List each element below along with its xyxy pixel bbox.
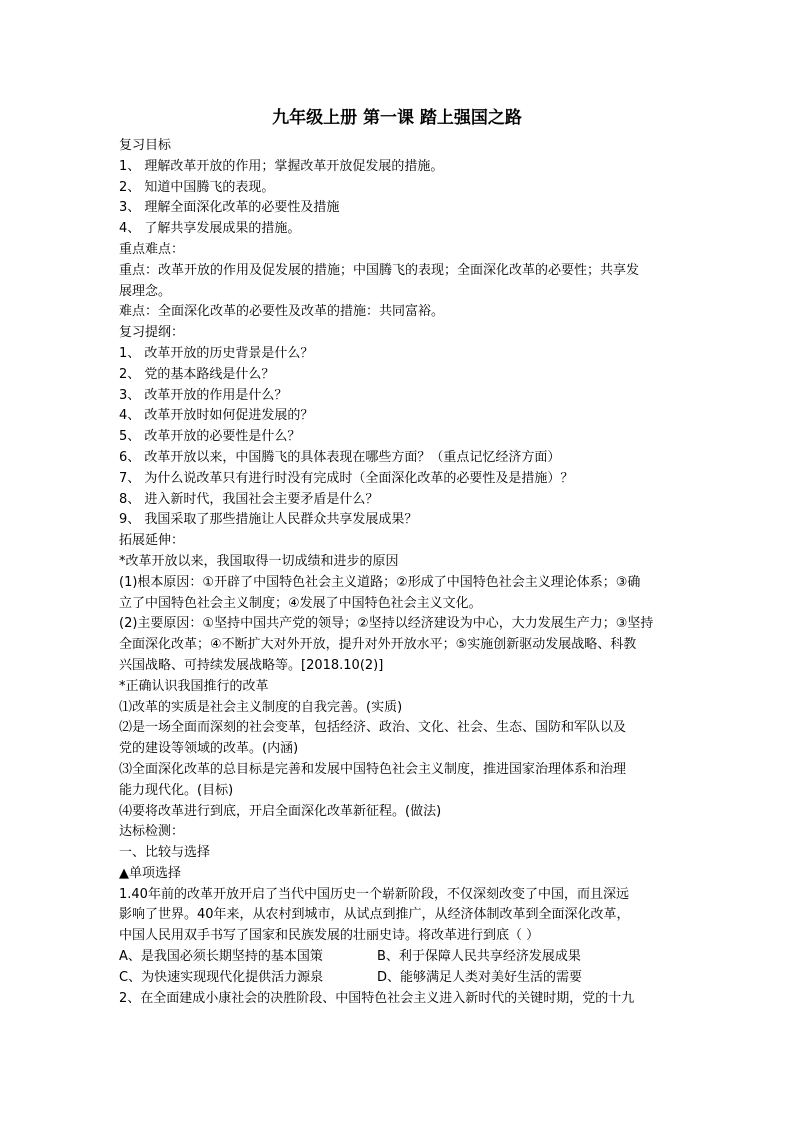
text-line: 达标检测： (119, 824, 185, 840)
answer-options-row (119, 947, 679, 968)
page-title: 九年级上册 第一课 踏上强国之路 (272, 108, 522, 128)
text-line: 中国人民用双手书写了国家和民族发展的壮丽史诗。将改革进行到底（ ） (119, 928, 540, 944)
text-line: 重点：改革开放的作用及促发展的措施；中国腾飞的表现；全面深化改革的必要性；共享发 (119, 262, 640, 278)
text-line: ⑷要将改革进行到底，开启全面深化改革新征程。(做法) (119, 803, 442, 819)
text-line: ▲单项选择 (119, 865, 181, 881)
option-b: B、利于保障人民共享经济发展成果 (377, 949, 581, 965)
text-line: 一、比较与选择 (119, 845, 211, 861)
text-line: *改革开放以来，我国取得一切成绩和进步的原因 (119, 553, 399, 569)
option-d: D、能够满足人类对美好生活的需要 (377, 969, 583, 985)
text-line: *正确认识我国推行的改革 (119, 678, 269, 694)
text-line: 3、 理解全面深化改革的必要性及措施 (119, 200, 340, 216)
text-line: 6、 改革开放以来，中国腾飞的具体表现在哪些方面？（重点记忆经济方面） (119, 449, 561, 465)
text-line: 4、 改革开放时如何促进发展的？ (119, 408, 314, 424)
text-line: 2、在全面建成小康社会的决胜阶段、中国特色社会主义进入新时代的关键时期，党的十九 (119, 990, 635, 1006)
text-line: 3、 改革开放的作用是什么？ (119, 387, 288, 403)
text-line: 复习提纲： (119, 325, 185, 341)
text-line: 全面深化改革；④不断扩大对外开放，提升对外开放水平；⑤实施创新驱动发展战略、科教 (119, 637, 637, 653)
text-line: 4、 了解共享发展成果的措施。 (119, 221, 301, 237)
text-line: 2、 知道中国腾飞的表现。 (119, 179, 275, 195)
text-line: ⑵是一场全面而深刻的社会变革，包括经济、政治、文化、社会、生态、国防和军队以及 (119, 720, 627, 736)
text-line: 拓展延伸： (119, 533, 185, 549)
text-line: 1、 改革开放的历史背景是什么？ (119, 345, 314, 361)
text-line: 兴国战略、可持续发展战略等。[2018.10(2)] (119, 657, 384, 673)
document-body (119, 136, 679, 1009)
text-line: 5、 改革开放的必要性是什么？ (119, 429, 301, 445)
text-line: 8、 进入新时代，我国社会主要矛盾是什么？ (119, 491, 379, 507)
answer-options-row (119, 968, 679, 989)
option-a: A、是我国必须长期坚持的基本国策 (119, 949, 323, 965)
text-line: (2)主要原因：①坚持中国共产党的领导；②坚持以经济建设为中心，大力发展生产力；③坚持 (119, 616, 654, 632)
text-line: 立了中国特色社会主义制度；④发展了中国特色社会主义文化。 (119, 595, 482, 611)
text-line: 难点：全面深化改革的必要性及改革的措施：共同富裕。 (119, 304, 445, 320)
text-line: 党的建设等领域的改革。(内涵) (119, 741, 299, 757)
text-line: 重点难点： (119, 241, 185, 257)
option-c: C、为快速实现现代化提供活力源泉 (119, 969, 324, 985)
text-line: 能力现代化。(目标) (119, 782, 234, 798)
text-line: (1)根本原因：①开辟了中国特色社会主义道路；②形成了中国特色社会主义理论体系；③确 (119, 574, 641, 590)
text-line: ⑴改革的实质是社会主义制度的自我完善。(实质) (119, 699, 403, 715)
text-line: 展理念。 (119, 283, 172, 299)
text-line: 7、 为什么说改革只有进行时没有完成时（全面深化改革的必要性及是措施）？ (119, 470, 574, 486)
text-line: 影响了世界。40年来，从农村到城市，从试点到推广，从经济体制改革到全面深化改革， (119, 907, 630, 923)
text-line: 2、 党的基本路线是什么？ (119, 366, 275, 382)
text-line: 1.40年前的改革开放开启了当代中国历史一个崭新阶段，不仅深刻改变了中国，而且深远 (119, 886, 629, 902)
text-line: 9、 我国采取了那些措施让人民群众共享发展成果？ (119, 512, 418, 528)
text-line: ⑶全面深化改革的总目标是完善和发展中国特色社会主义制度，推进国家治理体系和治理 (119, 761, 627, 777)
text-line: 1、 理解改革开放的作用；掌握改革开放促发展的措施。 (119, 158, 444, 174)
text-line: 复习目标 (119, 138, 172, 153)
